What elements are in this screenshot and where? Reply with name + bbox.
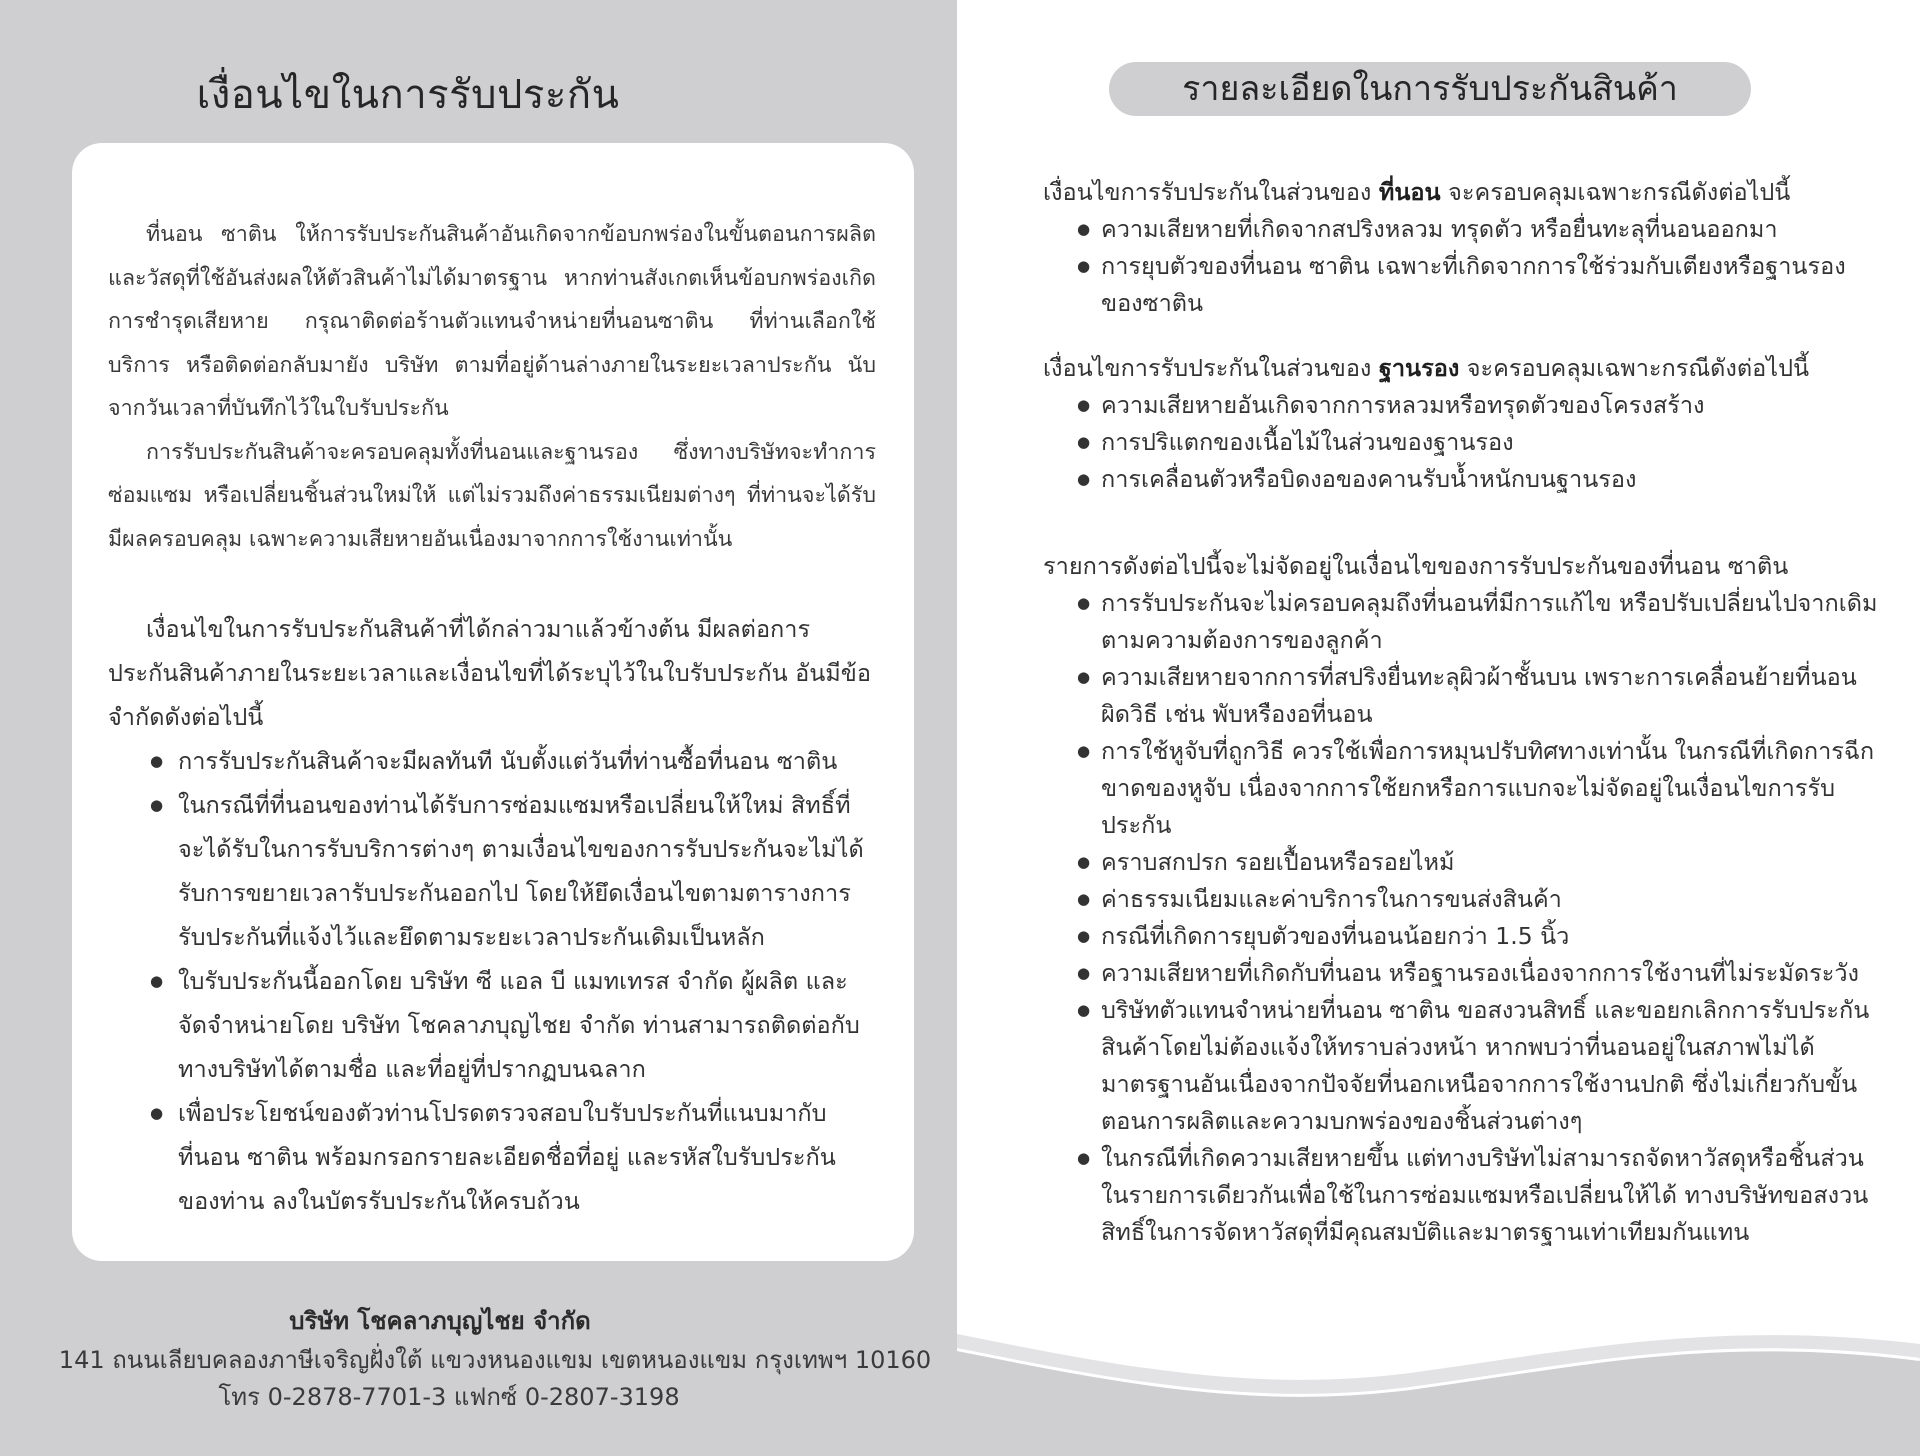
decorative-wave: [957, 1320, 1920, 1456]
right-panel: [957, 0, 1920, 1456]
heading-prefix: เงื่อนไขการรับประกันในส่วนของ: [1043, 178, 1379, 206]
list-item: ● ความเสียหายอันเกิดจากการหลวมหรือทรุดตัวของโครงสร้าง: [1077, 387, 1883, 424]
warranty-details: [1043, 174, 1883, 1251]
list-item: ● ในกรณีที่เกิดความเสียหายขึ้น แต่ทางบริษัทไม่สามารถจัดหาวัสดุหรือชิ้นส่วนในรายการเดียวกันเพื่อใช้ในการซ่อมแซมหรือเปลี่ยนให้ได้ ทางบริษัทขอสงวนสิทธิ์ในการจัดหาวัสดุที่มีคุณสมบัติและมาตรฐานเท่าเทียมกันแทน: [1077, 1140, 1883, 1251]
left-panel: [0, 0, 957, 1456]
list-item: ● การใช้หูจับที่ถูกวิธี ควรใช้เพื่อการหมุนปรับทิศทางเท่านั้น ในกรณีที่เกิดการฉีกขาดของหูจับ เนื่องจากการใช้ยกหรือการแบกจะไม่จัดอยู่ในเงื่อนไขการรับประกัน: [1077, 733, 1883, 844]
list-item: ● ความเสียหายจากการที่สปริงยื่นทะลุผิวผ้าชั้นบน เพราะการเคลื่อนย้ายที่นอนผิดวิธี เช่น พับหรืองอที่นอน: [1077, 659, 1883, 733]
warranty-conditions-card: [72, 143, 914, 1261]
conditions-list: [108, 739, 876, 1223]
conditions-intro: เงื่อนไขในการรับประกันสินค้าที่ได้กล่าวมาแล้วข้างต้น มีผลต่อการประกันสินค้าภายในระยะเวลาและเงื่อนไขที่ได้ระบุไว้ในใบรับประกัน อันมีข้อจำกัดดังต่อไปนี้: [108, 615, 871, 731]
exclusions-list: [1077, 585, 1883, 1251]
heading-suffix: จะครอบคลุมเฉพาะกรณีดังต่อไปนี้: [1459, 354, 1810, 382]
company-address: 141 ถนนเลียบคลองภาษีเจริญฝั่งใต้ แขวงหนองแขม เขตหนองแขม กรุงเทพฯ 10160: [58, 1346, 932, 1374]
heading-prefix: เงื่อนไขการรับประกันในส่วนของ: [1043, 354, 1379, 382]
heading-bold: ที่นอน: [1378, 178, 1441, 206]
mattress-coverage-list: [1077, 211, 1883, 322]
list-item: ● การยุบตัวของที่นอน ซาติน เฉพาะที่เกิดจากการใช้ร่วมกับเตียงหรือฐานรองของซาติน: [1077, 248, 1883, 322]
base-section-heading: [1043, 350, 1883, 387]
list-item: ● การรับประกันสินค้าจะมีผลทันที นับตั้งแต่วันที่ท่านซื้อที่นอน ซาติน: [150, 739, 876, 783]
list-item: ● กรณีที่เกิดการยุบตัวของที่นอนน้อยกว่า 1.5 นิ้ว: [1077, 918, 1883, 955]
list-item: ● ความเสียหายที่เกิดจากสปริงหลวม ทรุดตัว หรือยื่นทะลุที่นอนออกมา: [1077, 211, 1883, 248]
left-title: เงื่อนไขในการรับประกัน: [196, 72, 620, 118]
right-title: รายละเอียดในการรับประกันสินค้า: [1182, 69, 1678, 109]
heading-suffix: จะครอบคลุมเฉพาะกรณีดังต่อไปนี้: [1440, 178, 1791, 206]
list-item: ● ในกรณีที่ที่นอนของท่านได้รับการซ่อมแซมหรือเปลี่ยนให้ใหม่ สิทธิ์ที่จะได้รับในการรับบริการต่างๆ ตามเงื่อนไขของการรับประกันจะไม่ได้รับการขยายเวลารับประกันออกไป โดยให้ยึดเงื่อนไขตามตารางการรับประกันที่แจ้งไว้และยึดตามระยะเวลาประกันเดิมเป็นหลัก: [150, 783, 876, 959]
list-item: ● การรับประกันจะไม่ครอบคลุมถึงที่นอนที่มีการแก้ไข หรือปรับเปลี่ยนไปจากเดิมตามความต้องการของลูกค้า: [1077, 585, 1883, 659]
list-item: ● การปริแตกของเนื้อไม้ในส่วนของฐานรอง: [1077, 424, 1883, 461]
exclusions-heading: รายการดังต่อไปนี้จะไม่จัดอยู่ในเงื่อนไขของการรับประกันของที่นอน ซาติน: [1043, 552, 1789, 580]
list-item: ● ค่าธรรมเนียมและค่าบริการในการขนส่งสินค้า: [1077, 881, 1883, 918]
company-name: บริษัท โชคลาภบุญไชย จำกัด: [289, 1307, 591, 1335]
company-footer: [0, 1300, 1010, 1416]
list-item: ● ใบรับประกันนี้ออกโดย บริษัท ซี แอล บี แมทเทรส จำกัด ผู้ผลิต และจัดจำหน่ายโดย บริษัท โชคลาภบุญไชย จำกัด ท่านสามารถติดต่อกับทางบริษัทได้ตามชื่อ และที่อยู่ที่ปรากฏบนฉลาก: [150, 959, 876, 1091]
list-item: ● บริษัทตัวแทนจำหน่ายที่นอน ซาติน ขอสงวนสิทธิ์ และขอยกเลิกการรับประกันสินค้าโดยไม่ต้องแจ้งให้ทราบล่วงหน้า หากพบว่าที่นอนอยู่ในสภาพไม่ได้มาตรฐานอันเนื่องจากปัจจัยที่นอกเหนือจากการใช้งานปกติ ซึ่งไม่เกี่ยวกับขั้นตอนการผลิตและความบกพร่องของชิ้นส่วนต่างๆ: [1077, 992, 1883, 1140]
heading-bold: ฐานรอง: [1378, 354, 1460, 382]
company-phone: โทร 0-2878-7701-3 แฟกซ์ 0-2807-3198: [218, 1383, 680, 1411]
list-item: ● การเคลื่อนตัวหรือบิดงอของคานรับน้ำหนักบนฐานรอง: [1077, 461, 1883, 498]
list-item: ● ความเสียหายที่เกิดกับที่นอน หรือฐานรองเนื่องจากการใช้งานที่ไม่ระมัดระวัง: [1077, 955, 1883, 992]
list-item: ● เพื่อประโยชน์ของตัวท่านโปรดตรวจสอบใบรับประกันที่แนบมากับ ที่นอน ซาติน พร้อมกรอกรายละเอียดชื่อที่อยู่ และรหัสใบรับประกันของท่าน ลงในบัตรรับประกันให้ครบถ้วน: [150, 1091, 876, 1223]
paragraph-1: ที่นอน ซาติน ให้การรับประกันสินค้าอันเกิดจากข้อบกพร่องในขั้นตอนการผลิต และวัสดุที่ใช้อันส่งผลให้ตัวสินค้าไม่ได้มาตรฐาน หากท่านสังเกตเห็นข้อบกพร่องเกิดการชำรุดเสียหาย กรุณาติดต่อร้านตัวแทนจำหน่ายที่นอนซาติน ที่ท่านเลือกใช้บริการ หรือติดต่อกลับมายัง บริษัท ตามที่อยู่ด้านล่างภายในระยะเวลาประกัน นับจากวันเวลาที่บันทึกไว้ในใบรับประกัน: [108, 222, 876, 421]
paragraph-2: การรับประกันสินค้าจะครอบคลุมทั้งที่นอนและฐานรอง ซึ่งทางบริษัทจะทำการซ่อมแซม หรือเปลี่ยนชิ้นส่วนใหม่ให้ แต่ไม่รวมถึงค่าธรรมเนียมต่างๆ ที่ท่านจะได้รับมีผลครอบคลุม เฉพาะความเสียหายอันเนื่องมาจากการใช้งานเท่านั้น: [108, 439, 876, 552]
base-coverage-list: [1077, 387, 1883, 498]
mattress-section-heading: [1043, 174, 1883, 211]
list-item: ● คราบสกปรก รอยเปื้อนหรือรอยไหม้: [1077, 844, 1883, 881]
right-title-pill: [1109, 62, 1751, 116]
